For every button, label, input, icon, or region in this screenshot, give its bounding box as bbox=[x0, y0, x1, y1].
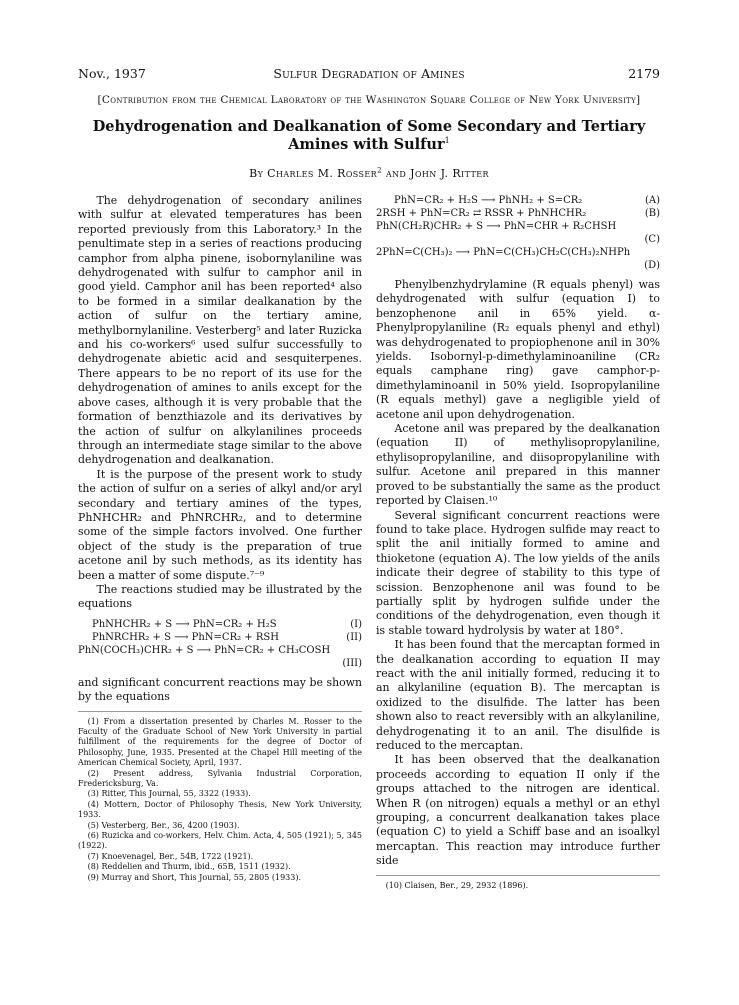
left-paragraph-4: and significant concurrent reactions may be shown by the equations bbox=[78, 675, 362, 704]
running-header bbox=[78, 66, 660, 82]
article-title bbox=[78, 118, 660, 154]
right-paragraph-1: Phenylbenzhydrylamine (R equals phenyl) was dehydrogenated with sulfur (equation I) to benzophenone anil in 65% yield. α-Phenylpropylaniline (R₂ equals phenyl and ethyl) was dehydrogenated to propiophenone anil in 30% yields. Isobornyl-p-dimethylaminoaniline (CR₂ equals camphane ring) gave camphor-p-dimethylaminoanil in 50% yield. Isopropylaniline (R equals methyl) gave a negligible yield of acetone anil upon dehydrogenation. bbox=[376, 278, 660, 421]
equation-B-number: (B) bbox=[644, 208, 660, 219]
footnote-4: (4) Mottern, Doctor of Philosophy Thesis, New York University, 1933. bbox=[78, 799, 362, 820]
equation-A bbox=[376, 194, 660, 207]
title-footnote-mark: 1 bbox=[444, 136, 450, 146]
equation-I bbox=[78, 618, 362, 631]
footnote-divider-right bbox=[376, 875, 660, 876]
footnote-1: (1) From a dissertation presented by Charles M. Rosser to the Faculty of the Graduate School of New York University in partial fulfillment of the requirements for the degree of Doctor of Philosophy, June, 1935. Presented at the Chapel Hill meeting of the American Chemical Society, April, 1937. bbox=[78, 716, 362, 768]
byline bbox=[78, 167, 660, 180]
equation-D-number: (D) bbox=[644, 260, 660, 271]
equation-B bbox=[376, 207, 660, 220]
equation-I-text: PhNHCHR₂ + S ⟶ PhN=CR₂ + H₂S bbox=[92, 618, 277, 630]
equation-D bbox=[376, 246, 660, 259]
equation-C bbox=[376, 220, 660, 233]
equation-block-1 bbox=[78, 618, 362, 670]
footnote-divider bbox=[78, 711, 362, 712]
left-column bbox=[78, 194, 362, 974]
footnote-10: (10) Claisen, Ber., 29, 2932 (1896). bbox=[385, 880, 529, 890]
footnote-2: (2) Present address, Sylvania Industrial Corporation, Fredericksburg, Va. bbox=[78, 768, 362, 789]
footnote-9: (9) Murray and Short, This Journal, 55, 2805 (1933). bbox=[87, 872, 302, 882]
right-paragraph-5: It has been observed that the dealkanation proceeds according to equation II only if the groups attached to the nitrogen are identical. When R (on nitrogen) equals a methyl or an ethyl grouping, a concurrent dealkanation takes place (equation C) to yield a Schiff base and an isoalkyl mercaptan. This reaction may introduce further side bbox=[376, 753, 660, 868]
equation-III bbox=[78, 644, 362, 657]
author-2: John J. Ritter bbox=[410, 167, 489, 180]
author-1: By Charles M. Rosser bbox=[249, 167, 378, 180]
left-paragraph-3: The reactions studied may be illustrated by the equations bbox=[78, 582, 362, 611]
header-date: Nov., 1937 bbox=[78, 66, 146, 81]
equation-II bbox=[78, 631, 362, 644]
footnote-5: (5) Vesterberg, Ber., 36, 4200 (1903). bbox=[87, 820, 240, 830]
footnote-7: (7) Knoevenagel, Ber., 54B, 1722 (1921). bbox=[87, 851, 254, 861]
article-title-text: Dehydrogenation and Dealkanation of Some Secondary and Tertiary Amines with Sulfur bbox=[92, 118, 646, 153]
right-paragraph-3: Several significant concurrent reactions were found to take place. Hydrogen sulfide may react to split the anil initially formed to amine and thioketone (equation A). The low yields of the anils indicate their degree of stability to this type of scission. Benzophenone anil was found to be partially split by hydrogen sulfide under the conditions of the dehydrogenation, even though it is stable toward hydrolysis by water at 180°. bbox=[376, 508, 660, 637]
footnote-6: (6) Ruzicka and co-workers, Helv. Chim. Acta, 4, 505 (1921); 5, 345 (1922). bbox=[78, 831, 362, 851]
right-paragraph-2: Acetone anil was prepared by the dealkanation (equation II) of methylisopropylaniline, ethylisopropylaniline, and diisopropylaniline with sulfur. Acetone anil prepared in this manner proved to be substantially the same as the product reported by Claisen.¹⁰ bbox=[376, 422, 660, 508]
equation-C-text: PhN(CH₂R)CHR₂ + S ⟶ PhN=CHR + R₂CHSH bbox=[376, 221, 617, 232]
left-paragraph-2: It is the purpose of the present work to study the action of sulfur on a series of alkyl and/or aryl secondary and tertiary amines of the types, PhNHCHR₂ and PhNRCHR₂, and to determine some of the simple factors involved. One further object of the study is the preparation of true acetone anil by such methods, as its identity has been a matter of some dispute.⁷⁻⁹ bbox=[78, 467, 362, 582]
footnotes-right bbox=[376, 881, 660, 891]
header-running-title: Sulfur Degradation of Amines bbox=[273, 66, 465, 81]
equation-III-text: PhN(COCH₃)CHR₂ + S ⟶ PhN=CR₂ + CH₃COSH bbox=[78, 644, 331, 656]
equation-block-2 bbox=[376, 194, 660, 272]
equation-III-number: (III) bbox=[342, 657, 362, 669]
contribution-line: [Contribution from the Chemical Laboratory of the Washington Square College of New York University] bbox=[97, 94, 641, 106]
equation-A-text: PhN=CR₂ + H₂S ⟶ PhNH₂ + S=CR₂ bbox=[394, 195, 583, 206]
footnote-8: (8) Reddelien and Thurm, ibid., 65B, 1511 (1932). bbox=[87, 862, 291, 872]
equation-I-number: (I) bbox=[350, 618, 362, 630]
equation-A-number: (A) bbox=[644, 195, 660, 206]
equation-D-text: 2PhN=C(CH₃)₂ ⟶ PhN=C(CH₃)CH₂C(CH₃)₂NHPh bbox=[376, 247, 631, 258]
author-1-footnote-mark: 2 bbox=[377, 166, 382, 175]
right-column bbox=[376, 194, 660, 974]
equation-II-number: (II) bbox=[346, 631, 362, 643]
footnote-3: (3) Ritter, This Journal, 55, 3322 (1933). bbox=[87, 789, 251, 799]
byline-and: and bbox=[385, 167, 407, 180]
left-paragraph-1: The dehydrogenation of secondary anilines with sulfur at elevated temperatures has been reported previously from this Laboratory.³ In the penultimate step in a series of reactions producing camphor from alpha pinene, isobornylaniline was dehydrogenated with sulfur to camphor anil in good yield. Camphor anil has been reported⁴ also to be formed in a similar dealkanation by the action of sulfur on the tertiary amine, methylbornylaniline. Vesterberg⁵ and later Ruzicka and his co-workers⁶ used sulfur successfully to dehydrogenate abietic acid and sesquiterpenes. There appears to be no report of its use for the dehydrogenation of amines to anils except for the above cases, although it is very probable that the formation of benzthiazole and its derivatives by the action of sulfur on alkylanilines proceeds through an intermediate stage similar to the above dehydrogenation and dealkanation. bbox=[78, 194, 362, 467]
right-paragraph-4: It has been found that the mercaptan formed in the dealkanation according to equation II may react with the anil initially formed, reducing it to an alkylaniline (equation B). The mercaptan is oxidized to the disulfide. The latter has been shown also to react reversibly with an alkylaniline, dehydrogenating it to an anil. The disulfide is reduced to the mercaptan. bbox=[376, 638, 660, 752]
footnotes-left bbox=[78, 717, 362, 884]
equation-II-text: PhNRCHR₂ + S ⟶ PhN=CR₂ + RSH bbox=[92, 631, 279, 643]
equation-C-number: (C) bbox=[644, 234, 660, 245]
header-page-number: 2179 bbox=[628, 66, 660, 81]
equation-B-text: 2RSH + PhN=CR₂ ⇄ RSSR + PhNHCHR₂ bbox=[376, 208, 587, 219]
